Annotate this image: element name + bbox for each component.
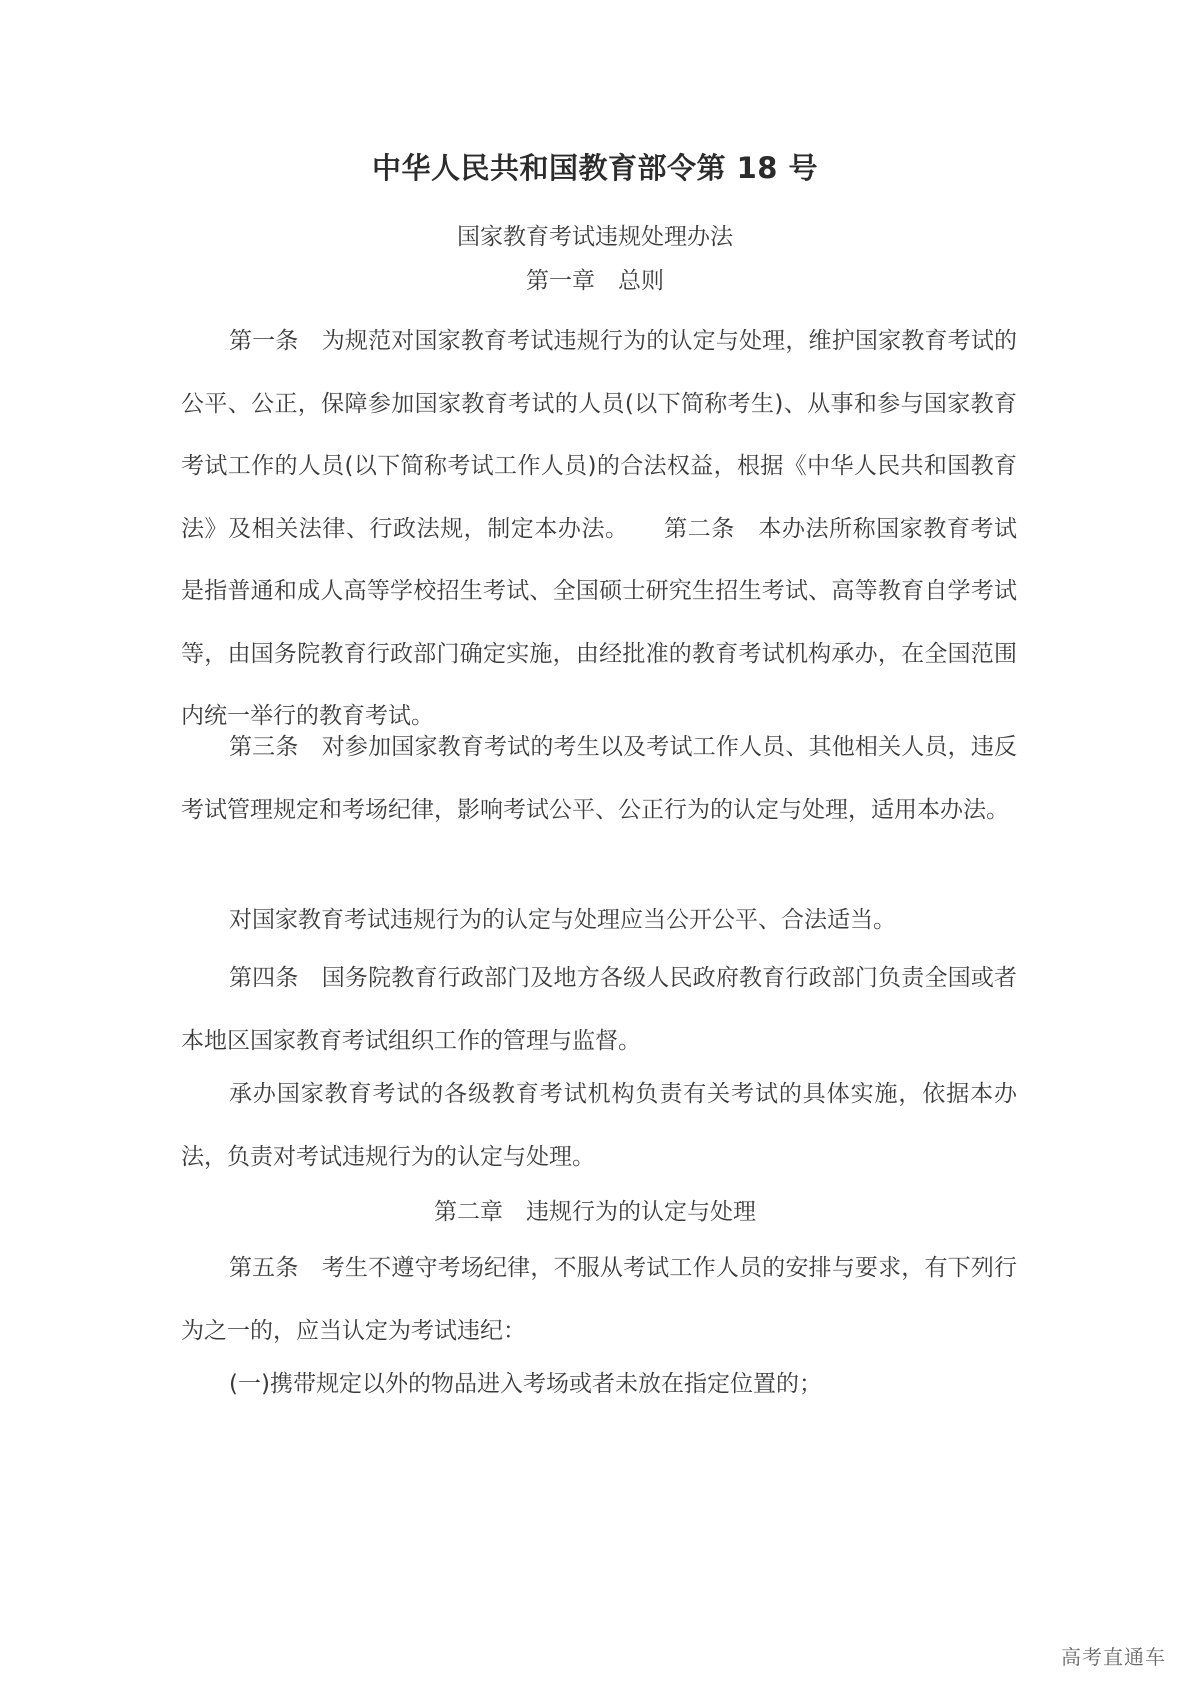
article-3-paragraph: 第三条 对参加国家教育考试的考生以及考试工作人员、其他相关人员，违反考试管理规定和考场纪律，影响考试公平、公正行为的认定与处理，适用本办法。 <box>181 734 1017 823</box>
document-subtitle: 国家教育考试违规处理办法 <box>457 224 733 250</box>
article-5-paragraph: 第五条 考生不遵守考场纪律，不服从考试工作人员的安排与要求，有下列行为之一的，应当认定为考试违纪： <box>181 1255 1017 1344</box>
article-4-paragraph: 第四条 国务院教育行政部门及地方各级人民政府教育行政部门负责全国或者本地区国家教育考试组织工作的管理与监督。 <box>181 965 1017 1054</box>
article-1-2-paragraph: 第一条 为规范对国家教育考试违规行为的认定与处理，维护国家教育考试的公平、公正，保障参加国家教育考试的人员(以下简称考生)、从事和参与国家教育考试工作的人员(以下简称考试工作人员)的合法权益，根据《中华人民共和国教育法》及相关法律、行政法规，制定本办法。 第二条 本办法所称国家教育考试是指普通和成人高等学校招生考试、全国硕士研究生招生考试、高等教育自学考试等，由国务院教育行政部门确定实施，由经批准的教育考试机构承办，在全国范围内统一举行的教育考试。 <box>181 328 1017 729</box>
article-3-clause-paragraph: 对国家教育考试违规行为的认定与处理应当公开公平、合法适当。 <box>229 907 896 933</box>
document-title: 中华人民共和国教育部令第 18 号 <box>371 151 819 185</box>
article-5-item-1: (一)携带规定以外的物品进入考场或者未放在指定位置的； <box>229 1371 822 1397</box>
chapter-one-heading: 第一章 总则 <box>526 268 664 294</box>
article-4-clause-paragraph: 承办国家教育考试的各级教育考试机构负责有关考试的具体实施，依据本办法，负责对考试违规行为的认定与处理。 <box>181 1081 1017 1170</box>
watermark-text: 高考直通车 <box>1061 1645 1166 1669</box>
chapter-two-heading: 第二章 违规行为的认定与处理 <box>434 1199 756 1225</box>
